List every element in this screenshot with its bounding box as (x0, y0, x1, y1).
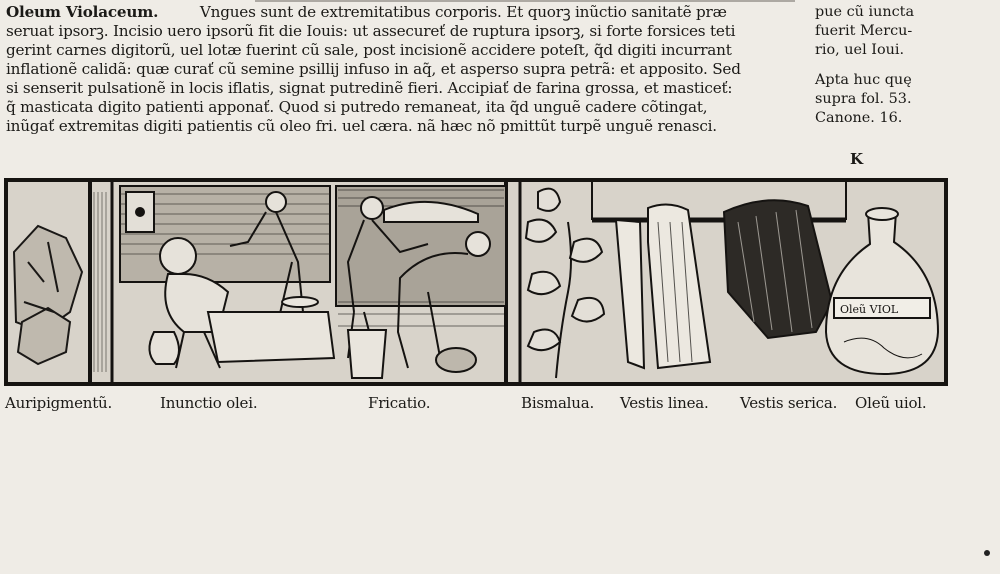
section-title: Oleum Violaceum. (6, 3, 159, 21)
caption-violet-oil: Oleũ uiol. (855, 394, 927, 412)
signature-mark: K (850, 150, 864, 168)
caption-silk-garment: Vestis serica. (740, 394, 838, 412)
marginal-line-2: fuerit Mercu- (815, 23, 913, 39)
text-line-6: q̃ masticata digito patienti apponať. Quod si putredo remaneat, ita q̃d unguẽ cadere cõtingat, (6, 98, 708, 116)
text-line-2: seruat ipsorꝫ. Incisio uero ipsorũ fit die Iouis: ut assecureť de ruptura ipsorꝫ, si forte forsices teti (6, 22, 736, 40)
text-line-3: gerint carnes digitorũ, uel lotæ fuerint cũ sale, post incisionẽ accidere poteſt, q̃d digiti incurrant (6, 41, 732, 59)
woodcut-illustration (4, 178, 948, 386)
bottle-label: Oleũ VIOL (840, 303, 899, 316)
text-line-5: si senserit pulsationẽ in locis iflatis, signat putredinẽ fieri. Accipiať de farina grossa, et masticeť: (6, 79, 733, 97)
marginal-line-1: pue cũ iuncta (815, 4, 915, 20)
caption-anointing: Inunctio olei. (160, 394, 258, 412)
caption-linen-garment: Vestis linea. (620, 394, 709, 412)
previous-line-fragment (255, 0, 795, 2)
text-line-1 (6, 3, 727, 22)
caption-mallow: Bismalua. (521, 394, 595, 412)
marginal-line-5: supra fol. 53. (815, 91, 912, 107)
caption-rubbing: Fricatio. (368, 394, 431, 412)
text-line-1-rest: Vngues sunt de extremitatibus corporis. Et quorꝫ inũctio sanitatẽ præ (158, 3, 727, 21)
marginal-line-6: Canone. 16. (815, 110, 903, 126)
caption-orpiment: Auripigmentũ. (5, 394, 113, 412)
anointing-scene (120, 186, 334, 368)
ink-speck (984, 550, 990, 556)
marginal-line-3: rio, uel Ioui. (815, 42, 905, 58)
text-line-4: inflationẽ calidã: quæ curať cũ semine psillij infuso in aq̃, et asperso supra petrã: et apposito. Sed (6, 60, 741, 78)
text-line-7: inũgať extremitas digiti patientis cũ oleo fri. uel cæra. nã hæc nõ pmittũt turpẽ unguẽ renasci. (6, 117, 717, 135)
marginal-line-4: Apta huc quę (815, 72, 912, 88)
woodcut-svg (8, 182, 944, 382)
